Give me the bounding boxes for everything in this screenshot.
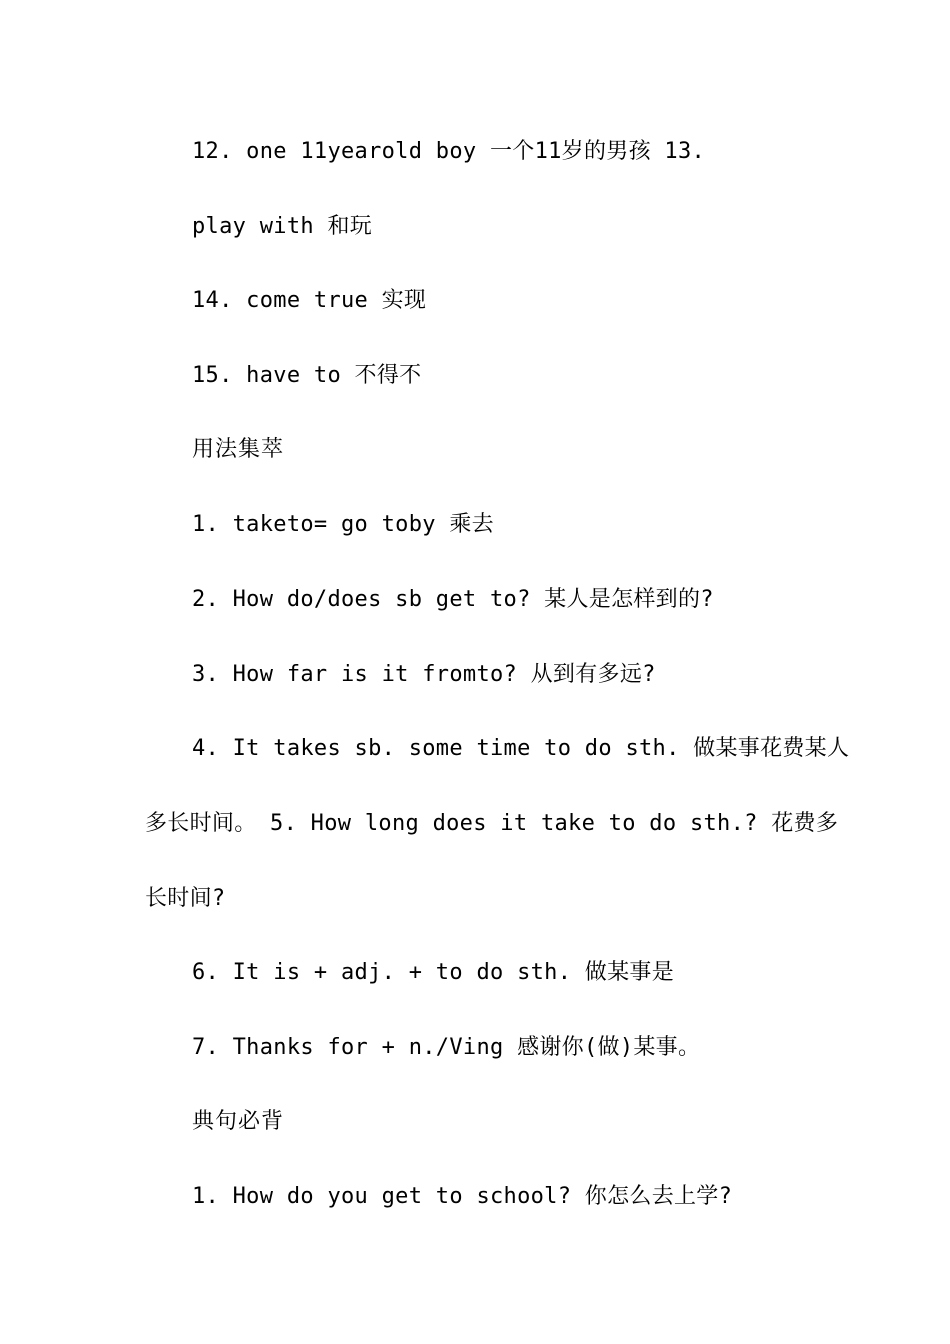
usage-item-4-5-cont: 多长时间。 5. How long does it take to do sth.? 花费多 <box>145 811 839 836</box>
usage-item-2: 2. How do/does sb get to? 某人是怎样到的? <box>192 587 714 612</box>
section-heading-usage: 用法集萃 <box>192 437 285 462</box>
vocab-item-15: 15. have to 不得不 <box>192 363 422 388</box>
usage-item-6: 6. It is + adj. + to do sth. 做某事是 <box>192 960 675 985</box>
vocab-item-12-13: 12. one 11yearold boy 一个11岁的男孩 13. <box>192 139 706 164</box>
vocab-item-14: 14. come true 实现 <box>192 288 427 313</box>
usage-item-5-cont: 长时间? <box>145 886 226 911</box>
usage-item-7: 7. Thanks for + n./Ving 感谢你(做)某事。 <box>192 1035 701 1060</box>
section-heading-sentences: 典句必背 <box>192 1109 285 1134</box>
usage-item-1: 1. taketo= go toby 乘去 <box>192 512 494 537</box>
usage-item-3: 3. How far is it fromto? 从到有多远? <box>192 662 656 687</box>
vocab-item-13-cont: play with 和玩 <box>192 214 373 239</box>
usage-item-4: 4. It takes sb. some time to do sth. 做某事花费某人 <box>192 736 850 761</box>
sentence-item-1: 1. How do you get to school? 你怎么去上学? <box>192 1184 733 1209</box>
